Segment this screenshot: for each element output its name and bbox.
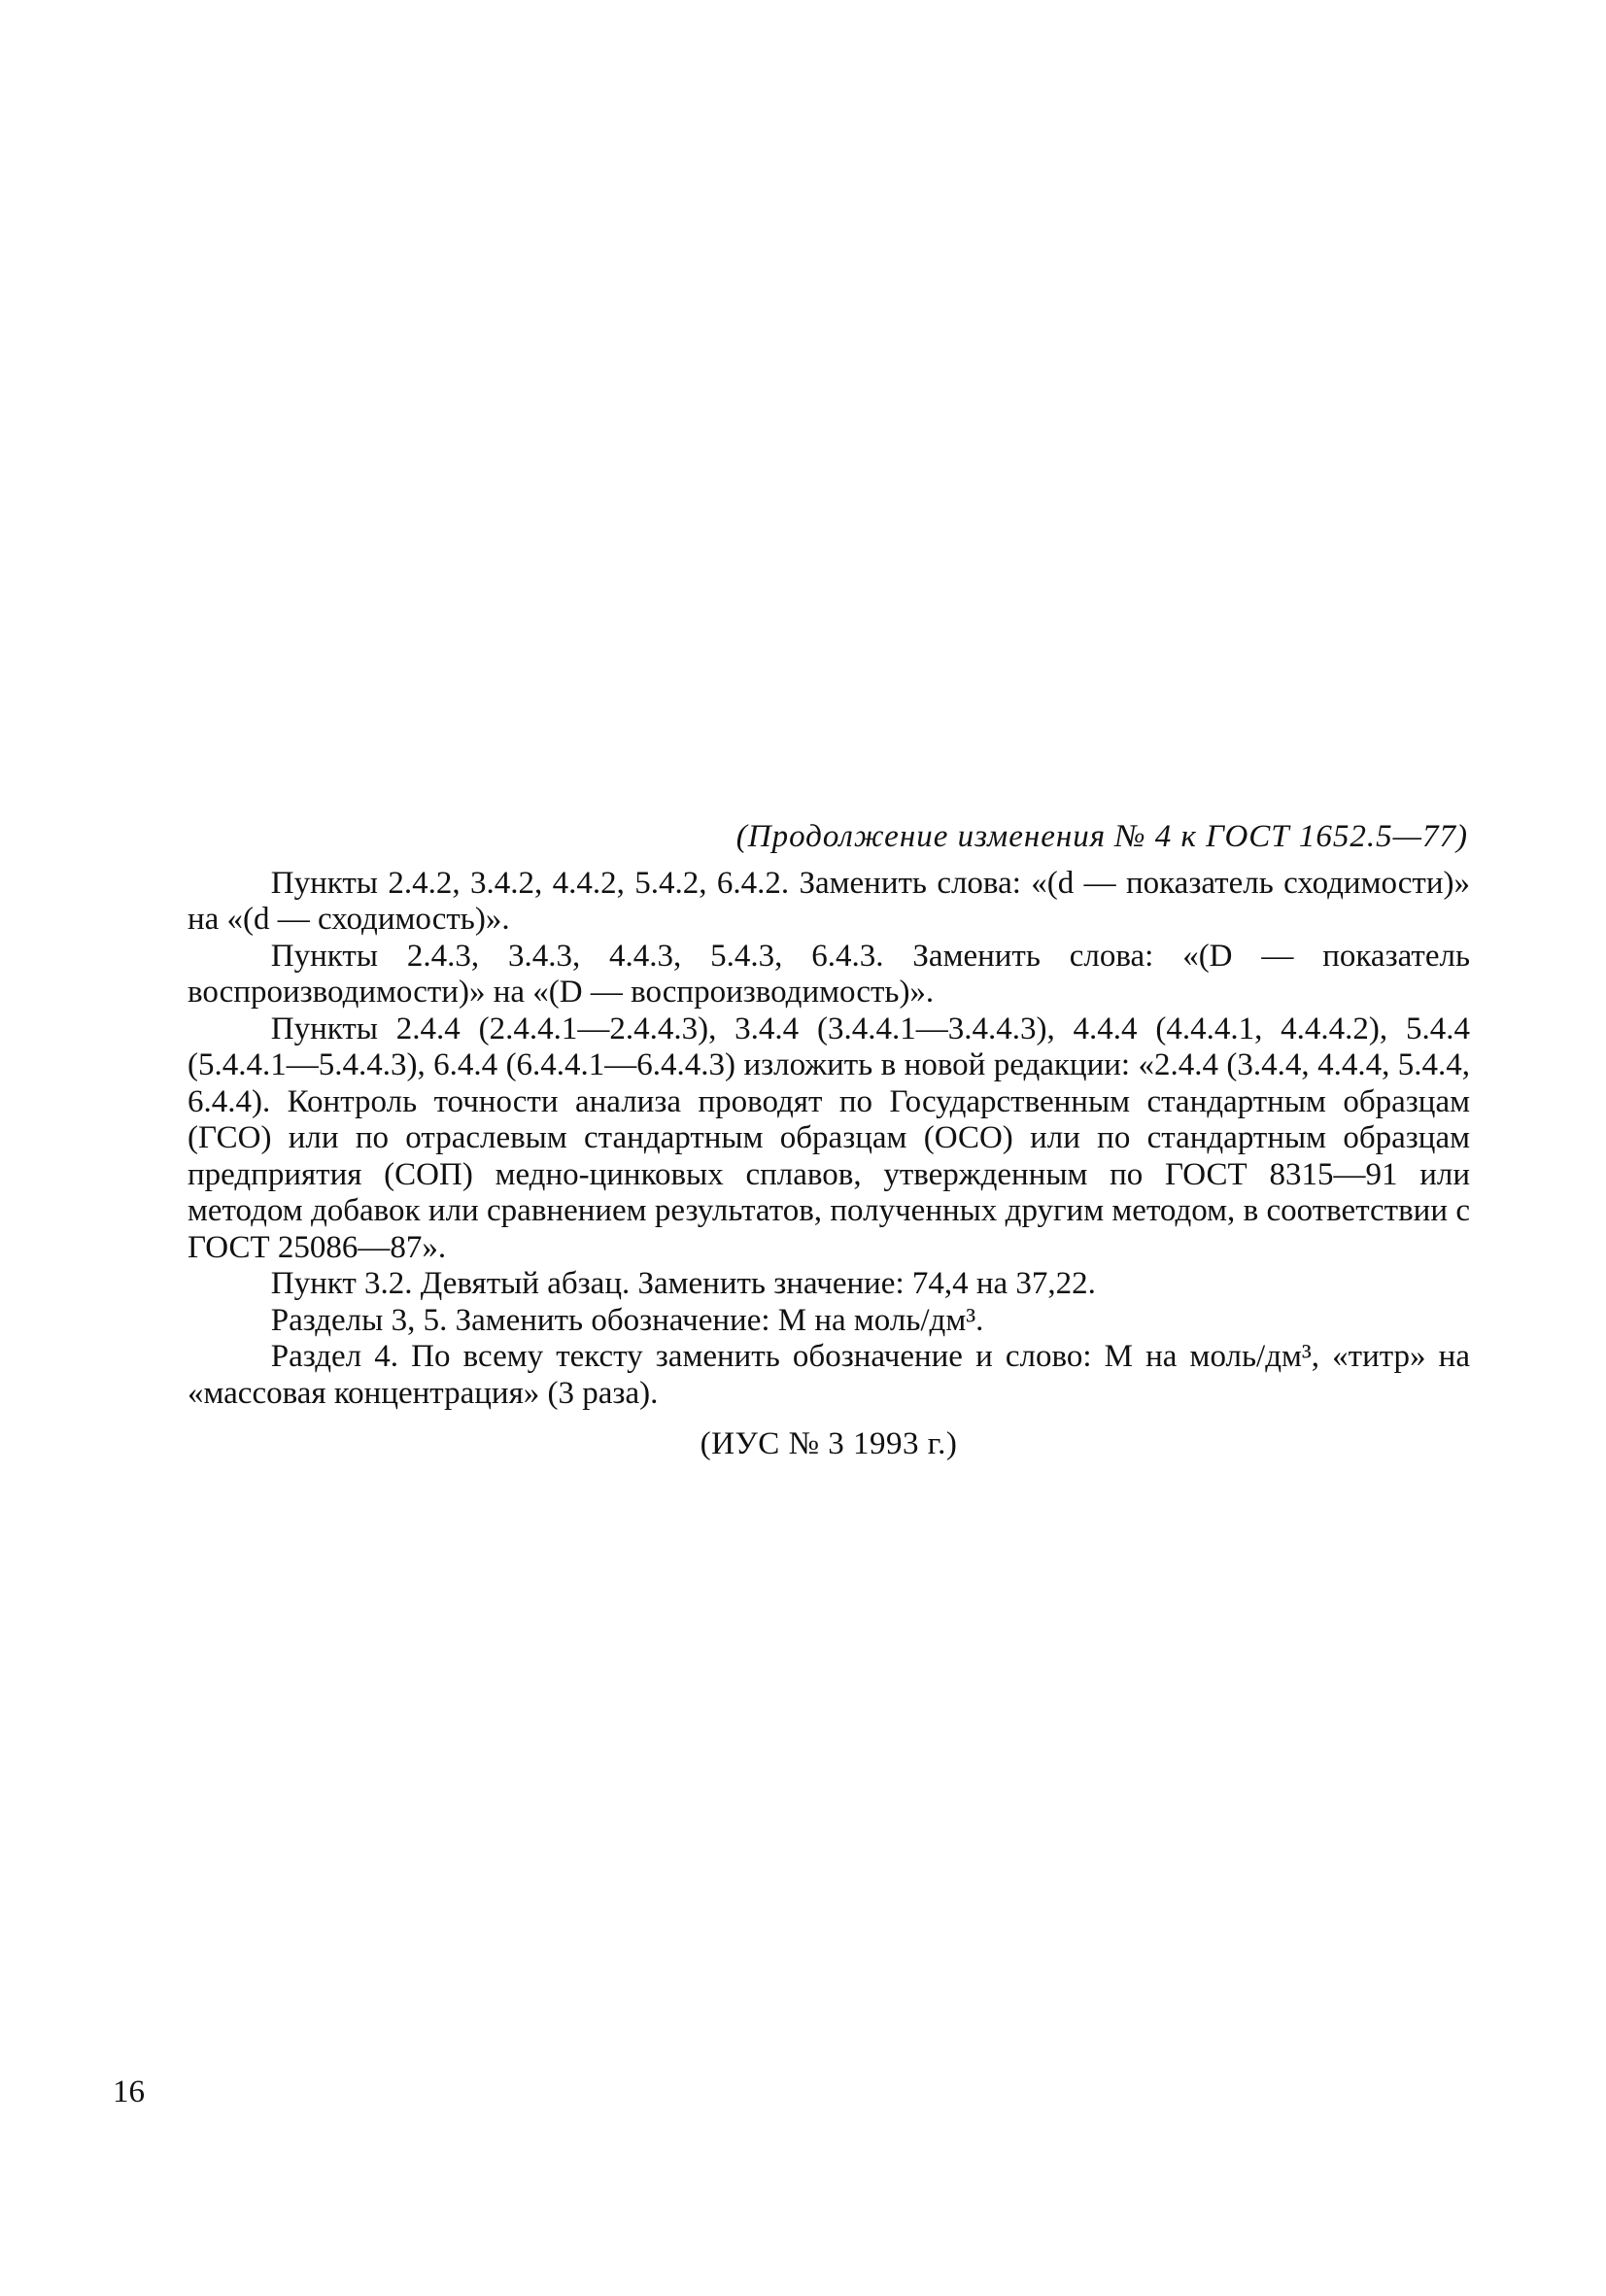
source-reference: (ИУС № 3 1993 г.): [700, 1426, 958, 1461]
continuation-header: (Продолжение изменения № 4 к ГОСТ 1652.5—77): [735, 819, 1468, 854]
paragraph-clauses-2-4-4: Пункты 2.4.4 (2.4.4.1—2.4.4.3), 3.4.4 (3.4.4.1—3.4.4.3), 4.4.4 (4.4.4.1, 4.4.4.2), 5.4.4 (5.4.4.1—5.4.4.3), 6.4.4 (6.4.4.1—6.4.4.3) изложить в новой редакции: «2.4.4 (3.4.4, 4.4.4, 5.4.4, 6.4.4). Контроль точности анализа проводят по Государственным стандартным образцам (ГСО) или по отраслевым стандартным образцам (ОСО) или по стандартным образцам предприятия (СОП) медно-цинковых сплавов, утвержденным по ГОСТ 8315—91 или методом добавок или сравнением результатов, полученных другим методом, в соответствии с ГОСТ 25086—87».: [188, 1011, 1470, 1265]
page-number: 16: [113, 2074, 145, 2109]
paragraph-clauses-2-4-3: Пункты 2.4.3, 3.4.3, 4.4.3, 5.4.3, 6.4.3. Заменить слова: «(D — показатель воспроизводимости)» на «(D — воспроизводимость)».: [188, 938, 1470, 1010]
paragraph-section-4: Раздел 4. По всему тексту заменить обозначение и слово: М на моль/дм³, «титр» на «массовая концентрация» (3 раза).: [188, 1339, 1470, 1411]
paragraph-clause-3-2: Пункт 3.2. Девятый абзац. Заменить значение: 74,4 на 37,22.: [270, 1266, 1096, 1301]
amendment-text: [188, 819, 1470, 1463]
paragraph-clauses-2-4-2: Пункты 2.4.2, 3.4.2, 4.4.2, 5.4.2, 6.4.2. Заменить слова: «(d — показатель сходимости)» на «(d — сходимость)».: [188, 865, 1470, 937]
paragraph-sections-3-5: Разделы 3, 5. Заменить обозначение: М на моль/дм³.: [270, 1302, 984, 1338]
